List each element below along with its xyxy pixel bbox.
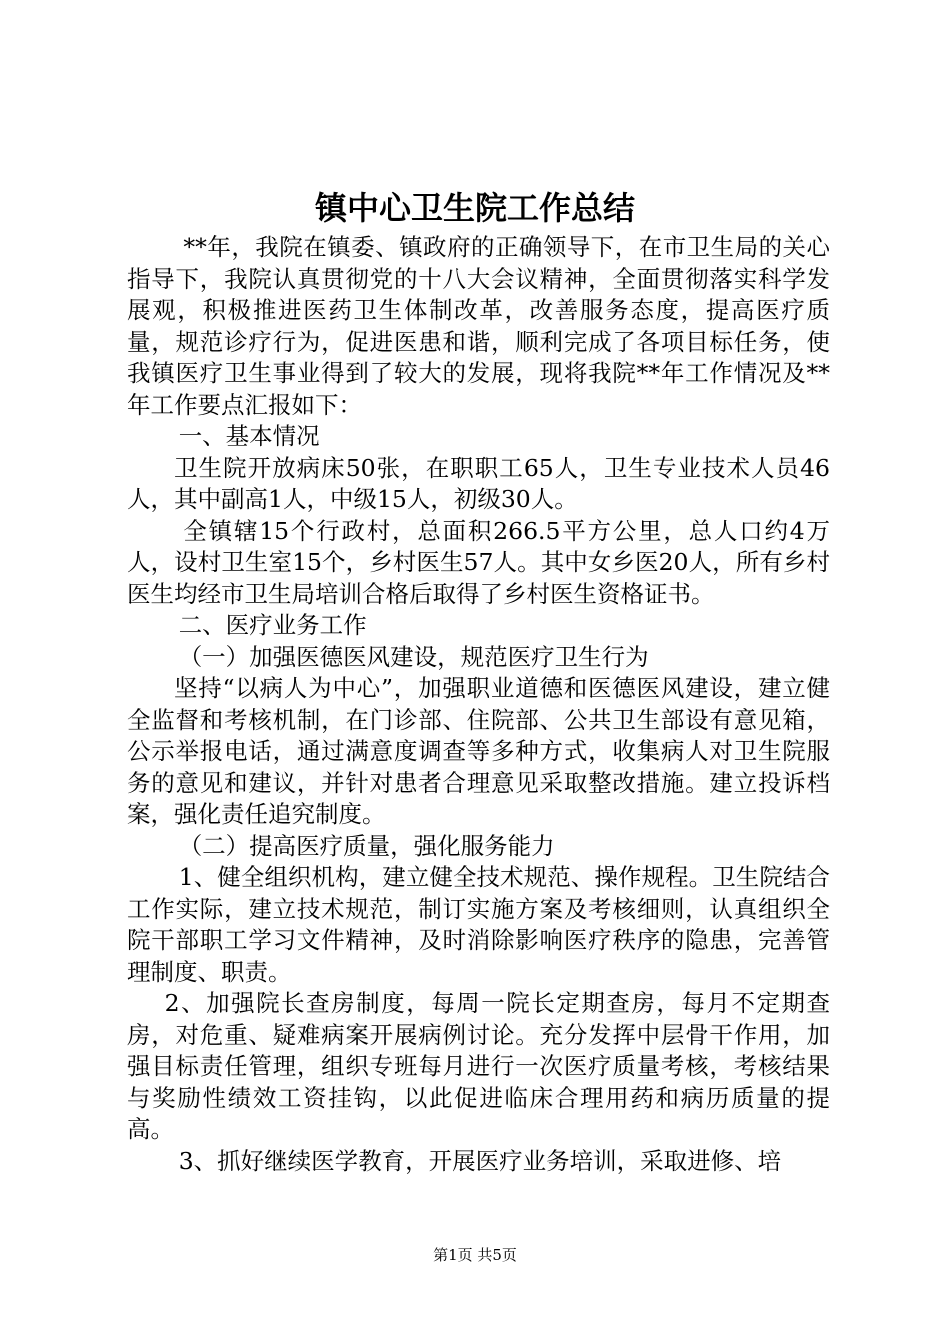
paragraph-item-1: 1、健全组织机构，建立健全技术规范、操作规程。卫生院结合工作实际，建立技术规范，制订实施方案及考核细则，认真组织全院干部职工学习文件精神，及时消除影响医疗秩序的隐患，完善管理制度、职责。 <box>127 863 830 986</box>
paragraph-item-3: 3、抓好继续医学教育，开展医疗业务培训，采取进修、培 <box>178 1146 782 1175</box>
paragraph-town-overview: 全镇辖15个行政村，总面积266.5平方公里，总人口约4万人，设村卫生室15个，乡村医生57人。其中女乡医20人，所有乡村医生均经市卫生局培训合格后取得了乡村医生资格证书。 <box>127 516 830 608</box>
subheading-ethics: （一）加强医德医风建设，规范医疗卫生行为 <box>178 642 649 671</box>
paragraph-ethics: 坚持“以病人为中心”，加强职业道德和医德医风建设，建立健全监督和考核机制，在门诊部、住院部、公共卫生部设有意见箱，公示举报电话，通过满意度调查等多种方式，收集病人对卫生院服务的意见和建议，并针对患者合理意见采取整改措施。建立投诉档案，强化责任追究制度。 <box>127 674 830 828</box>
section-heading-medical-work: 二、医疗业务工作 <box>178 611 367 639</box>
document-title: 镇中心卫生院工作总结 <box>314 189 635 227</box>
page-footer: 第1页 共5页 <box>433 1246 517 1264</box>
paragraph-staff: 卫生院开放病床50张，在职职工65人，卫生专业技术人员46人，其中副高1人，中级15人，初级30人。 <box>127 453 830 513</box>
document-body <box>127 232 830 1177</box>
intro-paragraph: **年，我院在镇委、镇政府的正确领导下，在市卫生局的关心指导下，我院认真贯彻党的十八大会议精神，全面贯彻落实科学发展观，积极推进医药卫生体制改革，改善服务态度，提高医疗质量，规范诊疗行为，促进医患和谐，顺利完成了各项目标任务，使我镇医疗卫生事业得到了较大的发展，现将我院**年工作情况及**年工作要点汇报如下： <box>127 233 830 419</box>
section-heading-basic-info: 一、基本情况 <box>178 422 320 450</box>
subheading-quality: （二）提高医疗质量，强化服务能力 <box>178 831 555 860</box>
paragraph-item-2: 2、加强院长查房制度，每周一院长定期查房，每月不定期查房，对危重、疑难病案开展病例讨论。充分发挥中层骨干作用，加强目标责任管理，组织专班每月进行一次医疗质量考核，考核结果与奖励性绩效工资挂钩，以此促进临床合理用药和病历质量的提高。 <box>127 989 830 1143</box>
